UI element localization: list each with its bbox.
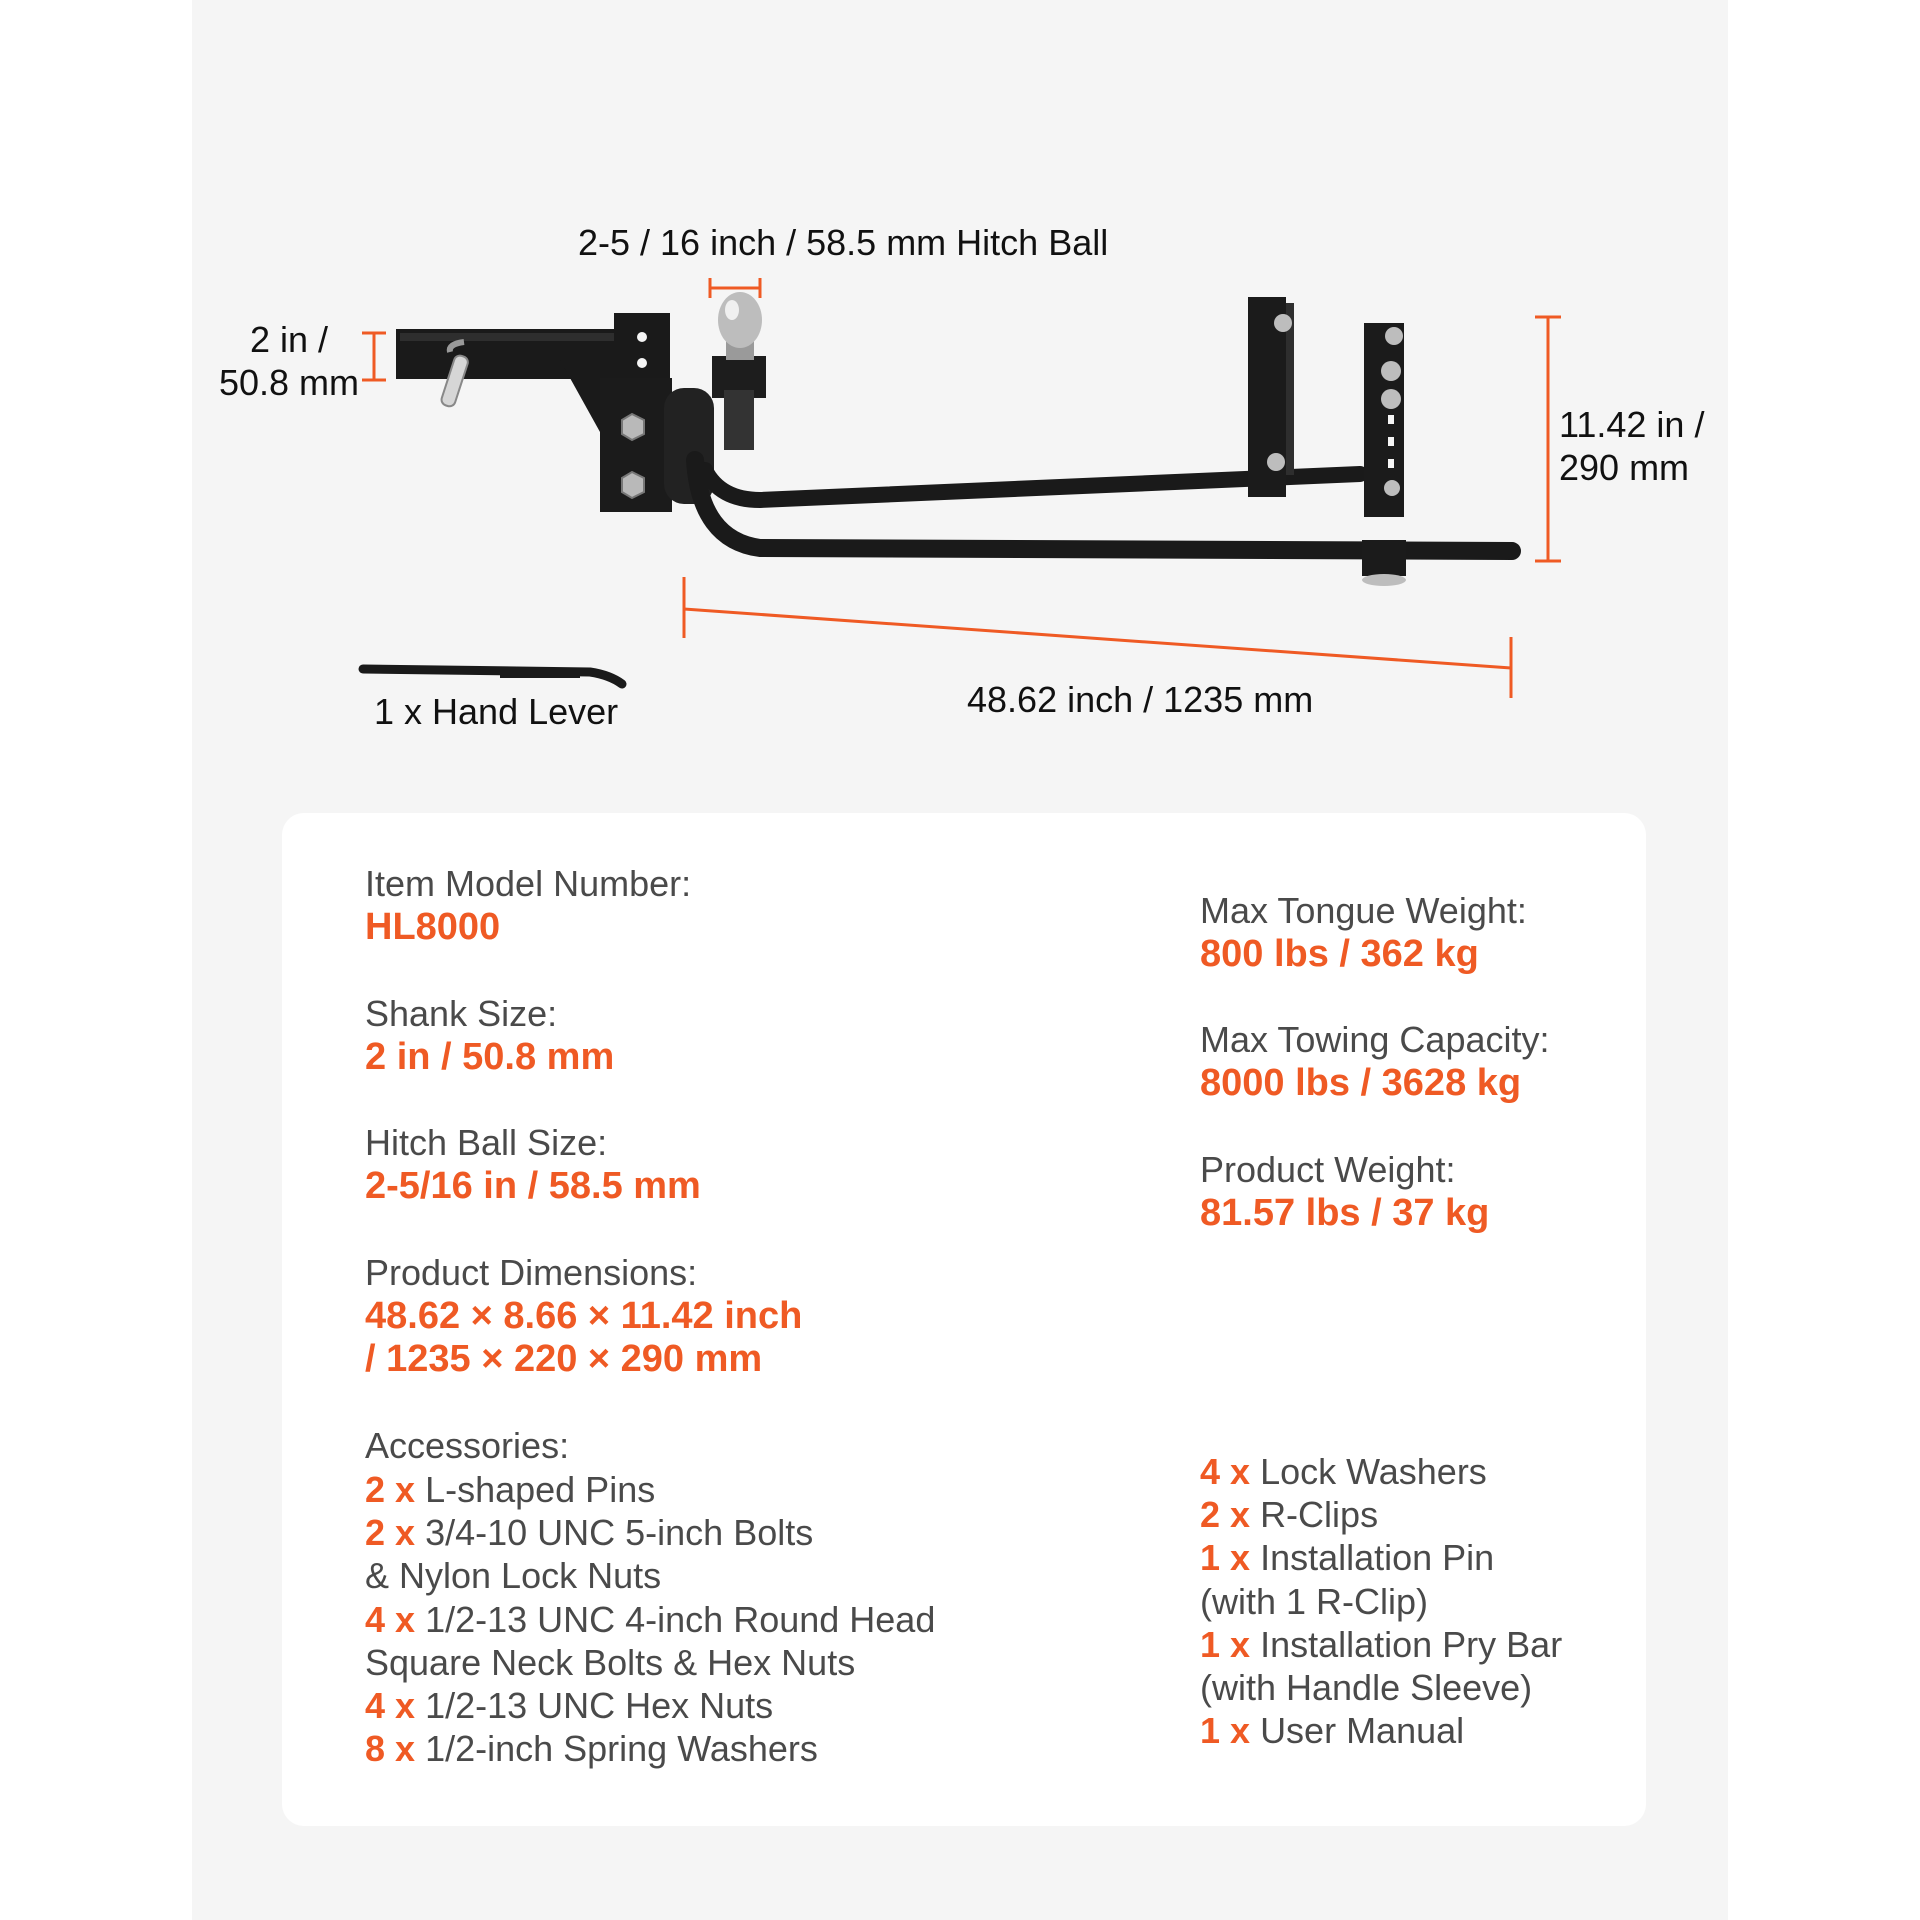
accessory-text: 1/2-13 UNC 4-inch Round Head: [425, 1598, 936, 1640]
shank-dimension-line2: 50.8 mm: [218, 362, 360, 403]
accessory-text: 3/4-10 UNC 5-inch Bolts: [425, 1512, 814, 1554]
accessory-item: [1200, 1536, 1562, 1579]
spec-weight-value: 81.57 lbs / 37 kg: [1200, 1192, 1490, 1234]
spec-dimensions-value-line2: / 1235 × 220 × 290 mm: [365, 1338, 763, 1380]
hand-lever-label: 1 x Hand Lever: [374, 691, 619, 732]
accessory-item: [365, 1511, 935, 1554]
spec-weight-label: Product Weight:: [1200, 1149, 1456, 1190]
hitch-ball: [712, 292, 766, 450]
accessory-item: [365, 1684, 935, 1727]
accessory-quantity: 4 x: [365, 1598, 416, 1640]
accessory-text: Installation Pry Bar: [1260, 1623, 1563, 1665]
accessory-text: L-shaped Pins: [425, 1469, 656, 1510]
accessory-item: [1200, 1623, 1562, 1666]
bracket-rear: [1362, 323, 1406, 586]
accessories-label: Accessories:: [365, 1425, 570, 1466]
accessory-text: & Nylon Lock Nuts: [365, 1555, 662, 1597]
spec-model-value: HL8000: [365, 906, 501, 948]
accessories-list-right: [1200, 1450, 1562, 1752]
accessory-quantity: 1 x: [1200, 1623, 1251, 1665]
accessory-item: [1200, 1493, 1562, 1536]
spec-ball-label: Hitch Ball Size:: [365, 1122, 608, 1163]
height-dimension-label: [1559, 403, 1704, 489]
accessory-quantity: 2 x: [365, 1469, 416, 1510]
bracket-front: [1248, 297, 1294, 497]
spec-towing-value: 8000 lbs / 3628 kg: [1200, 1062, 1522, 1104]
accessory-text: Installation Pin: [1260, 1537, 1495, 1579]
spec-shank: [365, 992, 614, 1079]
accessory-text: Lock Washers: [1260, 1451, 1487, 1492]
accessories-left: [365, 1424, 935, 1770]
accessory-quantity: 8 x: [365, 1728, 416, 1770]
spec-ball: [365, 1121, 701, 1208]
accessory-item: [365, 1598, 935, 1641]
spec-model: [365, 862, 691, 949]
accessory-text: User Manual: [1260, 1710, 1465, 1752]
height-dimension-line2: 290 mm: [1559, 447, 1690, 488]
accessory-text: R-Clips: [1260, 1494, 1379, 1536]
spec-dimensions-label: Product Dimensions:: [365, 1252, 698, 1293]
accessory-item: [365, 1468, 935, 1511]
accessory-item: [1200, 1580, 1562, 1623]
accessory-quantity: 4 x: [1200, 1451, 1251, 1492]
shank-dimension-label: [216, 318, 362, 404]
spec-dimensions-value-line1: 48.62 × 8.66 × 11.42 inch: [365, 1295, 803, 1337]
accessories-list-left: [365, 1468, 935, 1770]
accessory-text: 1/2-inch Spring Washers: [425, 1728, 818, 1770]
accessory-quantity: 1 x: [1200, 1537, 1251, 1579]
spec-tongue: [1200, 889, 1527, 976]
accessory-item: [1200, 1709, 1562, 1752]
spec-towing: [1200, 1018, 1550, 1105]
accessory-item: [1200, 1666, 1562, 1709]
height-dimension-line1: 11.42 in /: [1559, 404, 1705, 445]
spec-shank-label: Shank Size:: [365, 993, 558, 1034]
accessory-item: [365, 1727, 935, 1770]
spec-dimensions: [365, 1251, 802, 1381]
spec-tongue-label: Max Tongue Weight:: [1200, 890, 1527, 931]
spec-shank-value: 2 in / 50.8 mm: [365, 1036, 615, 1078]
spec-ball-value: 2-5/16 in / 58.5 mm: [365, 1165, 701, 1207]
accessory-quantity: 2 x: [365, 1512, 416, 1554]
accessory-quantity: 2 x: [1200, 1494, 1251, 1536]
accessory-text: 1/2-13 UNC Hex Nuts: [425, 1685, 774, 1727]
accessory-text: Square Neck Bolts & Hex Nuts: [365, 1641, 856, 1683]
hitch-ball-dimension-label: 2-5 / 16 inch / 58.5 mm Hitch Ball: [578, 222, 1109, 263]
accessories-right: [1200, 1450, 1562, 1752]
accessory-item: [365, 1554, 935, 1597]
accessory-item: [1200, 1450, 1562, 1493]
shank-dimension-line1: 2 in /: [249, 319, 329, 360]
accessory-text: (with 1 R-Clip): [1200, 1580, 1429, 1622]
spec-tongue-value: 800 lbs / 362 kg: [1200, 933, 1479, 975]
accessory-item: [365, 1641, 935, 1684]
length-dimension-label: 48.62 inch / 1235 mm: [967, 679, 1314, 720]
accessory-text: (with Handle Sleeve): [1200, 1667, 1533, 1709]
spec-towing-label: Max Towing Capacity:: [1200, 1019, 1550, 1060]
hand-lever: [363, 668, 622, 684]
spec-model-label: Item Model Number:: [365, 863, 692, 904]
accessory-quantity: 4 x: [365, 1685, 416, 1727]
accessory-quantity: 1 x: [1200, 1710, 1251, 1752]
spec-weight: [1200, 1148, 1489, 1235]
